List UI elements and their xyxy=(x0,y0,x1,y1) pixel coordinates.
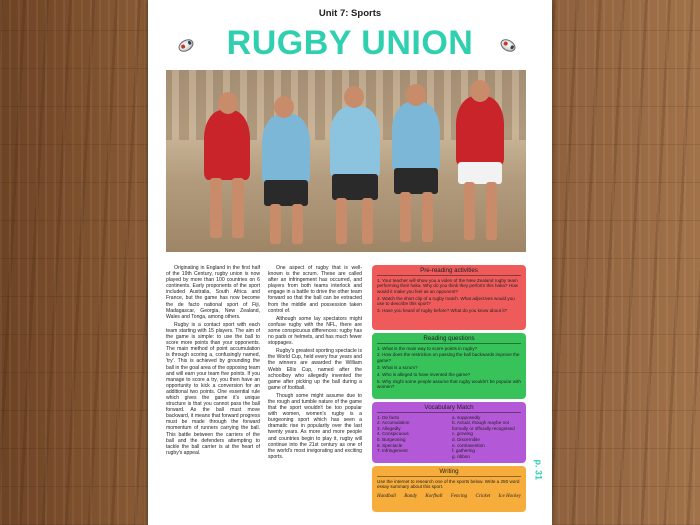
player-leg xyxy=(232,178,244,238)
player-head xyxy=(218,92,238,114)
player-leg xyxy=(336,198,347,244)
article-body xyxy=(166,265,362,521)
article-paragraph: Rugby's greatest sporting spectacle is the World Cup, held every four years and the winners are awarded the William Webb Ellis Cup, named after the schoolboy who allegedly invented the game after picking up the ball during a game of football. xyxy=(268,348,362,391)
player-shorts xyxy=(458,162,502,184)
vocab-term: 4. Conspicuous xyxy=(377,431,409,437)
vocab-term: 6. Spectacle xyxy=(377,442,403,448)
sport-option: Cricket xyxy=(475,493,491,499)
vocabulary-match-title: Vocabulary Match xyxy=(377,405,521,413)
reading-question: 2. How does the restriction on passing the ball backwards improve the game? xyxy=(377,352,520,364)
player-leg xyxy=(362,198,373,244)
main-title: RUGBY UNION xyxy=(226,24,474,62)
sport-option: Fencing xyxy=(450,493,468,499)
player-head xyxy=(406,84,426,106)
vocab-definition: e. contravention xyxy=(452,442,485,448)
reading-question: 1. What is the main way to score points in rugby? xyxy=(377,345,478,351)
sport-option: Bandy xyxy=(404,493,418,499)
vocab-terms-column xyxy=(377,415,446,460)
reading-questions-title: Reading questions xyxy=(377,336,521,344)
player-blue-right xyxy=(392,102,440,172)
pre-reading-box xyxy=(372,265,526,330)
unit-title: Unit 7: Sports xyxy=(318,8,382,19)
player-leg xyxy=(400,192,411,242)
pre-reading-title: Pre-reading activities xyxy=(377,268,521,276)
player-leg xyxy=(210,178,222,238)
vocab-definition: f. gathering xyxy=(452,448,475,454)
reading-questions-box xyxy=(372,333,526,399)
vocab-definition: d. Discernible xyxy=(452,436,480,442)
player-blue-ball xyxy=(262,114,310,184)
player-red-left xyxy=(204,110,250,180)
article-paragraph: Rugby is a contact sport with each team starting with 15 players. The aim of the game is simple: to use the ball to score more points than your opponents. The main method of point accumulation is through scoring a, confusingly named, 'try'. This is achieved by grounding the ball in the goal area of the opposing team and will earn your team five points. If you manage to score a try, you then have an opportunity to kick a conversion for an additional two points. One essential rule which gives the game it's unique structure is that you cannot pass the ball forward. As the ball must move backward, it means that forward progress must be made through the forward momentum of runners carrying the ball. This battle between the carriers of the ball and the defenders attempting to tackle the ball carrier is at the heart of rugby's appeal. xyxy=(166,321,260,456)
player-head xyxy=(274,96,294,118)
vocab-term: 1. De facto xyxy=(377,414,400,420)
writing-title: Writing xyxy=(377,469,521,477)
writing-box xyxy=(372,466,526,512)
page-number: p. 31 xyxy=(534,459,544,480)
vocab-definitions-column xyxy=(452,415,521,460)
article-paragraph: One aspect of rugby that is well-known is the scrum. These are called after an infringement has occurred, and players from both teams interlock and engage in a battle to drive the other team forward so that the ball can be extracted from the middle and possession taken control of. xyxy=(268,265,362,314)
player-red-right xyxy=(456,96,504,166)
writing-instructions: Use the internet to research one of the sports below. Write a 250 word essay summary about this sport. xyxy=(377,478,520,490)
vocabulary-match-box xyxy=(372,402,526,463)
sport-option: Ice Hockey xyxy=(498,493,521,499)
vocab-term: 7. Infringement xyxy=(377,448,408,454)
player-shorts xyxy=(264,180,308,206)
player-leg xyxy=(486,182,497,240)
vocab-term: 2. Accumulation xyxy=(377,420,410,426)
reading-question: 4. Who is alleged to have invented the game? xyxy=(377,371,471,377)
player-leg xyxy=(292,204,303,244)
pre-reading-item: 1. Your teacher will show you a video of the New Zealand rugby team performing their haka. Why do you think they perform this haka? How would it make you feel as an opponent? xyxy=(377,277,518,294)
player-leg xyxy=(464,182,475,240)
worksheet-page xyxy=(148,0,552,525)
sports-list xyxy=(377,494,521,500)
article-paragraph: Although some lay spectators might confuse rugby with the NFL, there are some conspicuous differences: rugby has no pads or helmets, and has much fewer stoppages. xyxy=(268,315,362,347)
player-leg xyxy=(270,204,281,244)
vocab-term: 3. Allegedly xyxy=(377,425,401,431)
sport-option: Handball xyxy=(377,493,396,499)
vocab-definition: a. supposedly xyxy=(452,414,481,420)
pre-reading-item: 3. Have you heard of rugby before? What do you know about it? xyxy=(377,308,508,314)
pre-reading-item: 2. Watch the short clip of a rugby match. What adjectives would you use to describe this sport? xyxy=(377,295,515,307)
player-head xyxy=(470,80,490,102)
vocab-definition: b. Actual, though maybe not formally or officially recognised xyxy=(452,420,515,431)
player-blue-center xyxy=(330,106,380,178)
reading-question: 3. What is a scrum? xyxy=(377,364,418,370)
article-paragraph: Originating in England in the first half of the 19th Century, rugby union is now played by more than 100 countries on 6 continents. Early proponents of the sport included Australia, South Africa and France, but the game has now become the de facto national sport of Fiji, Madagascar, Georgia, New Zealand, Wales and Tonga, among others. xyxy=(166,265,260,320)
rugby-match-photo xyxy=(166,70,526,252)
player-leg xyxy=(422,192,433,242)
vocab-definition: c. growing xyxy=(452,431,473,437)
player-shorts xyxy=(394,168,438,194)
sport-option: Korfball xyxy=(425,493,443,499)
article-paragraph: Though some might assume due to the rough and tumble nature of the game that the sport wouldn't be too popular with women, women's rugby is a burgeoning sport which has seen a dramatic rise in popularity over the last twenty years. As more and more people and countries begin to play it, rugby will continue into the 21st century as one of the world's most invigorating and exciting sports. xyxy=(268,392,362,460)
player-head xyxy=(344,86,364,108)
reading-question: 5. Why might some people assume that rugby wouldn't be popular with women? xyxy=(377,378,521,390)
vocab-term: 5. Burgeoning xyxy=(377,436,406,442)
player-shorts xyxy=(332,174,378,200)
vocab-definition: g. ribbon xyxy=(452,453,470,459)
